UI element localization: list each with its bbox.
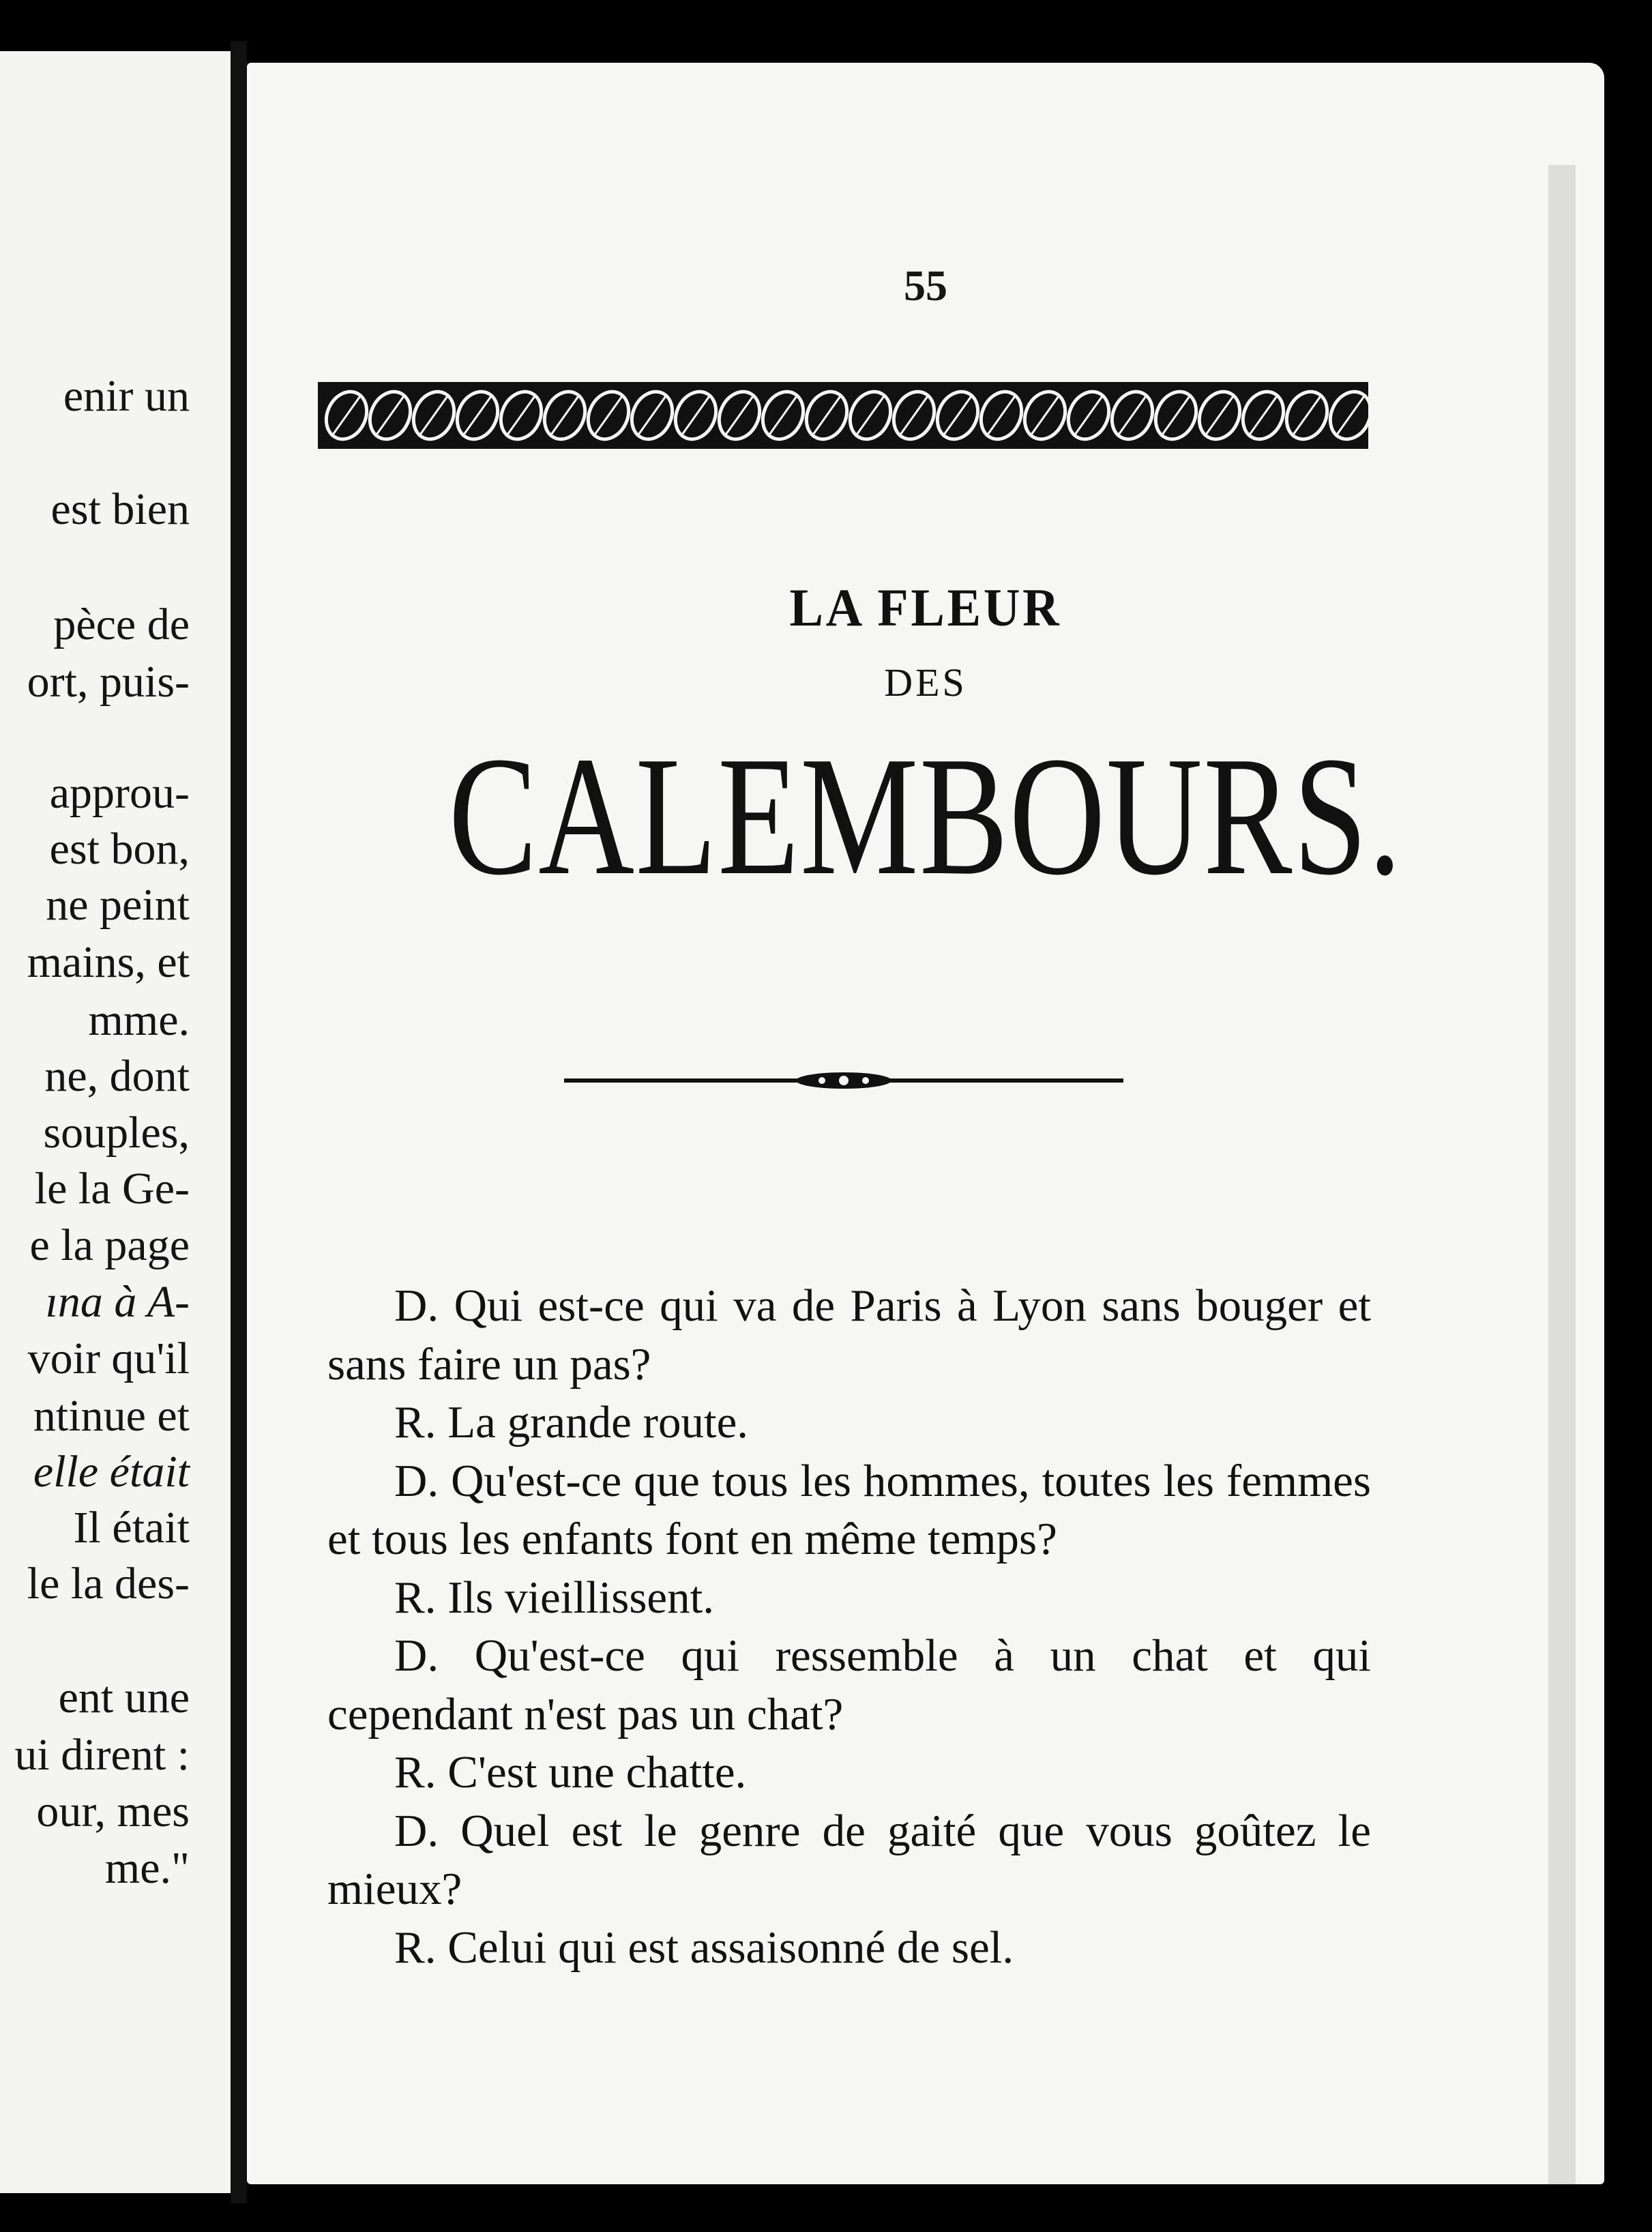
title-line-la-fleur: LA FLEUR — [789, 578, 1062, 637]
page-number: 55 — [904, 261, 947, 310]
left-page-line: our, mes — [36, 1787, 190, 1836]
answer-paragraph: R. La grande route. — [394, 1397, 749, 1448]
left-page-line: ına à A- — [45, 1277, 190, 1327]
ornamental-rule — [564, 1067, 1123, 1094]
left-page-line: ntinue et — [33, 1391, 190, 1441]
left-page-line: ort, puis- — [27, 657, 190, 707]
decorative-header-band — [318, 382, 1368, 449]
answer-paragraph: R. Ils vieillissent. — [394, 1572, 714, 1623]
book-page — [247, 63, 1604, 2184]
question-paragraph: D. Qu'est-ce qui ressemble à un chat et qui cependant n'est pas un chat? — [327, 1630, 1371, 1739]
left-page-line: pèce de — [53, 600, 190, 649]
question-paragraph: D. Quel est le genre de gaité que vous goûtez le mieux? — [327, 1805, 1371, 1914]
question-paragraph: D. Qu'est-ce que tous les hommes, toutes les femmes et tous les enfants font en même temps? — [327, 1455, 1371, 1564]
left-page-line: le la Ge- — [34, 1164, 190, 1214]
page-edge-shadow — [1548, 165, 1576, 2184]
riddle-text — [327, 1277, 1371, 1977]
title-calembours: CALEMBOURS. — [448, 722, 1403, 911]
left-page-line: ui dirent : — [14, 1730, 190, 1780]
left-page-line: ne peint — [46, 880, 190, 930]
book-gutter — [231, 41, 247, 2203]
left-page-line: mme. — [88, 995, 190, 1045]
left-page-line: est bien — [50, 484, 190, 534]
left-page-line: mains, et — [27, 937, 190, 987]
left-page-line: ne, dont — [44, 1051, 190, 1101]
answer-paragraph: R. Celui qui est assaisonné de sel. — [394, 1922, 1014, 1973]
answer-paragraph: R. C'est une chatte. — [394, 1747, 747, 1797]
left-page-line: e la page — [29, 1220, 190, 1270]
left-page-line: enir un — [63, 371, 190, 421]
left-page-line: ent une — [58, 1673, 190, 1722]
left-page-line: le la des- — [27, 1559, 190, 1609]
left-page-line: souples, — [43, 1108, 190, 1158]
left-page-line: voir qu'il — [27, 1334, 190, 1383]
question-paragraph: D. Qui est-ce qui va de Paris à Lyon sans bouger et sans faire un pas? — [327, 1280, 1371, 1390]
left-page-line: est bon, — [49, 824, 190, 874]
left-page-line: Il était — [73, 1503, 190, 1553]
left-page-line: elle était — [33, 1447, 190, 1497]
left-page-line: me." — [104, 1843, 190, 1893]
left-facing-page — [0, 51, 231, 2193]
title-line-des: DES — [884, 660, 967, 705]
left-page-line: approu- — [49, 768, 190, 818]
